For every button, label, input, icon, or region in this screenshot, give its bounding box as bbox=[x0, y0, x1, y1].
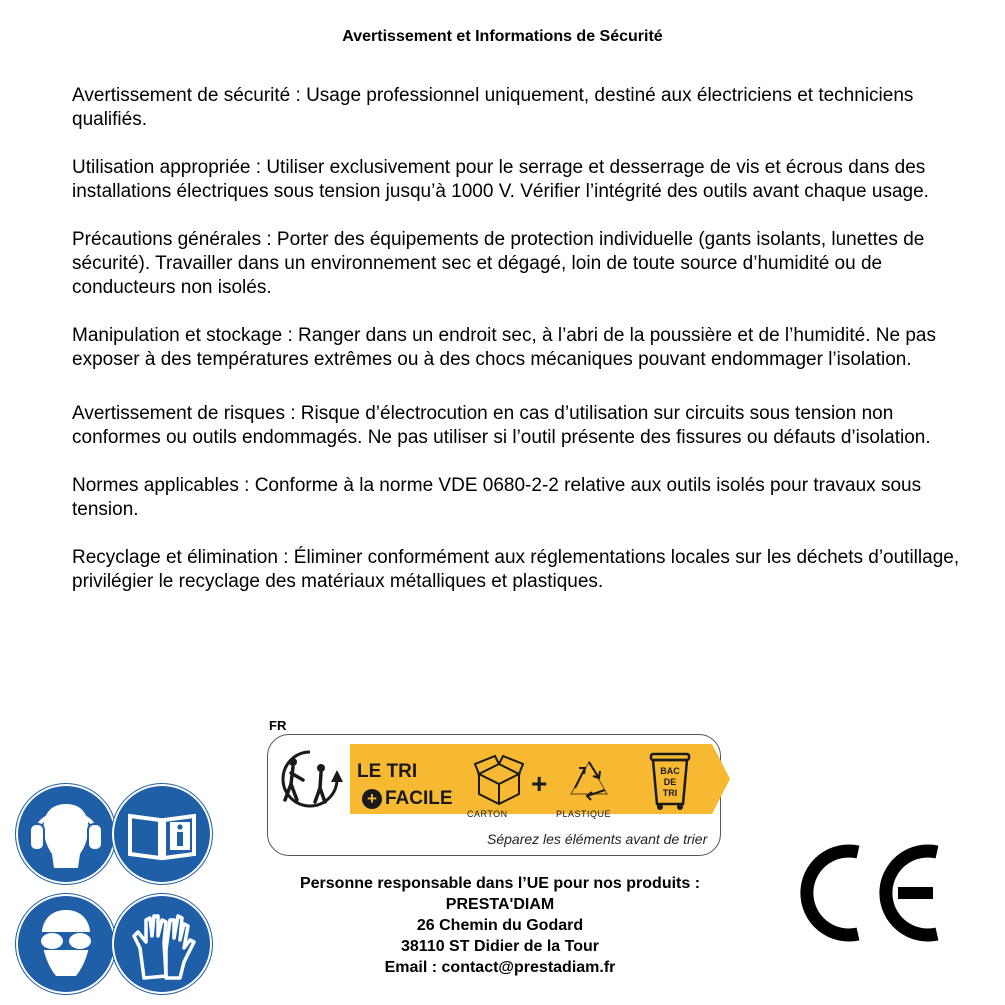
section-handling-storage: Manipulation et stockage : Ranger dans un endroit sec, à l’abri de la poussière et de l’humidité. Ne pas exposer à des températures extrêmes ou à des chocs mécaniques pouvant endommager l’isolation. bbox=[72, 325, 936, 370]
address-line2: 38110 ST Didier de la Tour bbox=[401, 938, 599, 955]
plus-sign: + bbox=[531, 768, 548, 799]
band-arrow bbox=[712, 744, 730, 814]
sorting-tagline: Séparez les éléments avant de trier bbox=[487, 831, 708, 847]
contact-email: Email : contact@prestadiam.fr bbox=[384, 959, 616, 976]
ce-mark bbox=[795, 838, 945, 948]
company-name: PRESTA'DIAM bbox=[445, 896, 555, 913]
section-standards: Normes applicables : Conforme à la norme VDE 0680-2-2 relative aux outils isolés pour travaux sous tension. bbox=[72, 475, 922, 520]
section-recycling: Recyclage et élimination : Éliminer conformément aux réglementations locales sur les déchets d’outillage, privilégier le recyclage des matériaux métalliques et plastiques. bbox=[72, 547, 960, 592]
gloves-icon bbox=[112, 894, 212, 994]
le-tri-label: LE TRI bbox=[357, 761, 418, 782]
carton-box-icon bbox=[473, 754, 525, 806]
bin-text-line3: TRI bbox=[662, 788, 678, 798]
facile-label: FACILE bbox=[385, 788, 453, 809]
eye-protection-icon bbox=[16, 894, 116, 994]
section-risk-warning: Avertissement de risques : Risque d’électrocution en cas d’utilisation sur circuits sous tension non conformes ou outils endommagés. Ne pas utiliser si l’outil présente des fissures ou défauts d’isolation. bbox=[72, 403, 931, 448]
plastique-label: PLASTIQUE bbox=[556, 809, 612, 819]
ear-protection-icon bbox=[16, 784, 116, 884]
triman-recycling-logo bbox=[265, 718, 725, 860]
section-general-precautions: Précautions générales : Porter des équipements de protection individuelle (gants isolants, lunettes de sécurité). Travailler dans un environnement sec et dégagé, loin de toute source d’humidité ou de conducteurs non isolés. bbox=[72, 229, 925, 298]
responsible-person-label: Personne responsable dans l’UE pour nos produits : bbox=[299, 875, 701, 892]
eu-responsible-contact bbox=[250, 873, 750, 978]
country-code: FR bbox=[269, 718, 287, 733]
address-line1: 26 Chemin du Godard bbox=[416, 917, 584, 934]
safety-pictograms bbox=[14, 780, 214, 995]
safety-sections bbox=[72, 84, 977, 594]
carton-label: CARTON bbox=[467, 809, 508, 819]
section-appropriate-use: Utilisation appropriée : Utiliser exclusivement pour le serrage et desserrage de vis et écrous dans des installations électriques sous tension jusqu’à 1000 V. Vérifier l’intégrité des outils avant chaque usage. bbox=[72, 157, 929, 202]
document-title: Avertissement et Informations de Sécurité bbox=[342, 28, 663, 45]
plastic-recycle-icon bbox=[565, 756, 613, 804]
section-security-warning: Avertissement de sécurité : Usage professionnel uniquement, destiné aux électriciens et techniciens qualifiés. bbox=[72, 85, 914, 130]
sorting-bin-icon bbox=[645, 748, 695, 812]
bin-text-line1: BAC bbox=[660, 766, 680, 776]
read-manual-icon bbox=[112, 784, 212, 884]
plus-badge: + bbox=[362, 789, 382, 809]
triman-icon bbox=[275, 746, 345, 812]
bin-text-line2: DE bbox=[663, 777, 677, 787]
